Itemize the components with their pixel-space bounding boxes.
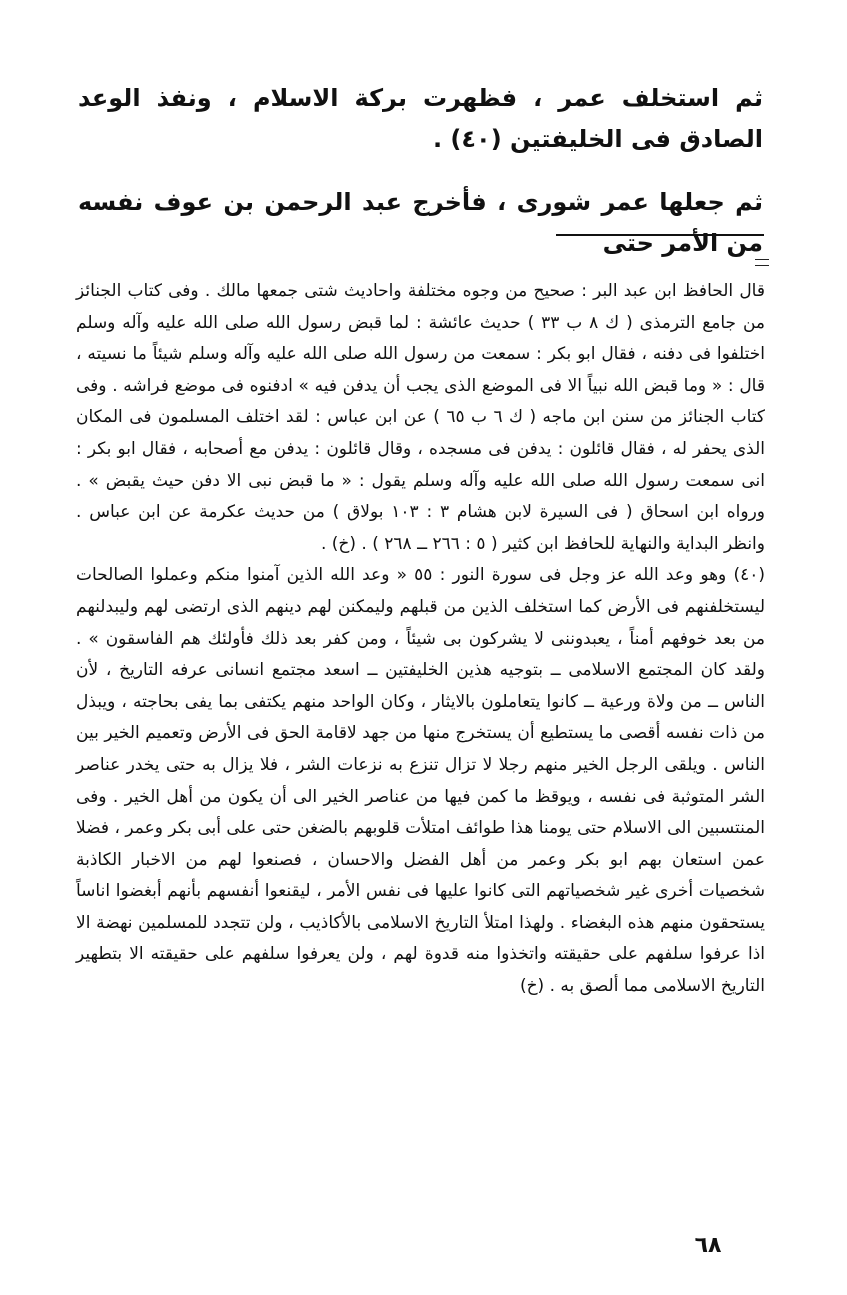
page-number: ٦٨ bbox=[694, 1233, 722, 1258]
main-text bbox=[78, 78, 763, 286]
footnote-continued: قال الحافظ ابن عبد البر : صحيح من وجوه مختلفة واحاديث شتى جمعها مالك . وفى كتاب الجنائز من جامع الترمذى ( ك ٨ ب ٣٣ ) حديث عائشة : لما قبض رسول الله صلى الله عليه وآله وسلم اختلفوا فى دفنه ، فقال ابو بكر : سمعت من رسول الله صلى الله عليه وآله وسلم شيئاً ما نسيته ، قال : « وما قبض الله نبياً الا فى الموضع الذى يجب أن يدفن فيه » ادفنوه فى موضع فراشه . وفى كتاب الجنائز من سنن ابن ماجه ( ك ٦ ب ٦٥ ) عن ابن عباس : لقد اختلف المسلمون فى المكان الذى يحفر له ، فقال قائلون : يدفن فى مسجده ، وقال قائلون : يدفن مع أصحابه ، فقال ابو بكر : انى سمعت رسول الله صلى الله عليه وآله وسلم يقول : « ما قبض نبى الا دفن حيث يقبض » . ورواه ابن اسحاق ( فى السيرة لابن هشام ٣ : ١٠٣ بولاق ) من حديث عكرمة عن ابن عباس . وانظر البداية والنهاية للحافظ ابن كثير ( ٥ : ٢٦٦ ــ ٢٦٨ ) . (خ) . bbox=[76, 281, 766, 554]
main-paragraph: ثم جعلها عمر شورى ، فأخرج عبد الرحمن بن عوف نفسه من الأمر حتى bbox=[78, 188, 763, 257]
footnotes bbox=[76, 276, 765, 1003]
footnote-40: (٤٠) وهو وعد الله عز وجل فى سورة النور : ٥٥ « وعد الله الذين آمنوا منكم وعملوا الصالحات ليستخلفنهم فى الأرض كما استخلف الذين من قبلهم وليمكنن لهم دينهم الذى ارتضى لهم وليبدلنهم من بعد خوفهم أمناً ، يعبدوننى لا يشركون بى شيئاً ، ومن كفر بعد ذلك فأولئك هم الفاسقون » . ولقد كان المجتمع الاسلامى ــ بتوجيه هذين الخليفتين ــ اسعد مجتمع انسانى عرفه التاريخ ، لأن الناس ــ من ولاة ورعية ــ كانوا يتعاملون بالايثار ، وكان الواحد منهم يكتفى بما يفى بحاجته ، ويبذل من ذات نفسه أقصى ما يستطيع أن يستخرج منها من جهد لاقامة الحق فى الأرض وتعميم الخير بين الناس . ويلقى الرجل الخير منهم رجلا لا تزال تنزع به نزعات الشر ، فلا يزال به حتى يخدر عناصر الشر المتوثبة فى نفسه ، ويوقظ ما كمن فيها من عناصر الخير الى أن يكون من أهل الخير . وفى المنتسبين الى الاسلام حتى يومنا هذا طوائف امتلأت قلوبهم بالضغن حتى على أبى بكر وعمر ، فضلا عمن استعان بهم ابو بكر وعمر من أهل الفضل والاحسان ، فصنعوا لهم من الاخبار الكاذبة شخصيات أخرى غير شخصياتهم التى كانوا عليها فى نفس الأمر ، ليقنعوا أنفسهم بأنهم أبغضوا اناساً يستحقون منهم هذه البغضاء . ولهذا امتلأ التاريخ الاسلامى بالأكاذيب ، ولن تتجدد للمسلمين نهضة الا اذا عرفوا سلفهم على حقيقته واتخذوا منه قدوة لهم ، ولن يعرفوا سلفهم على حقيقته الا بتطهير التاريخ الاسلامى مما ألصق به . (خ) bbox=[76, 565, 765, 997]
main-paragraph: ثم استخلف عمر ، فظهرت بركة الاسلام ، ونفذ الوعد الصادق فى الخليفتين (٤٠) . bbox=[78, 84, 763, 153]
footnote-continuation-mark bbox=[755, 259, 769, 266]
footnote-separator bbox=[556, 234, 764, 236]
